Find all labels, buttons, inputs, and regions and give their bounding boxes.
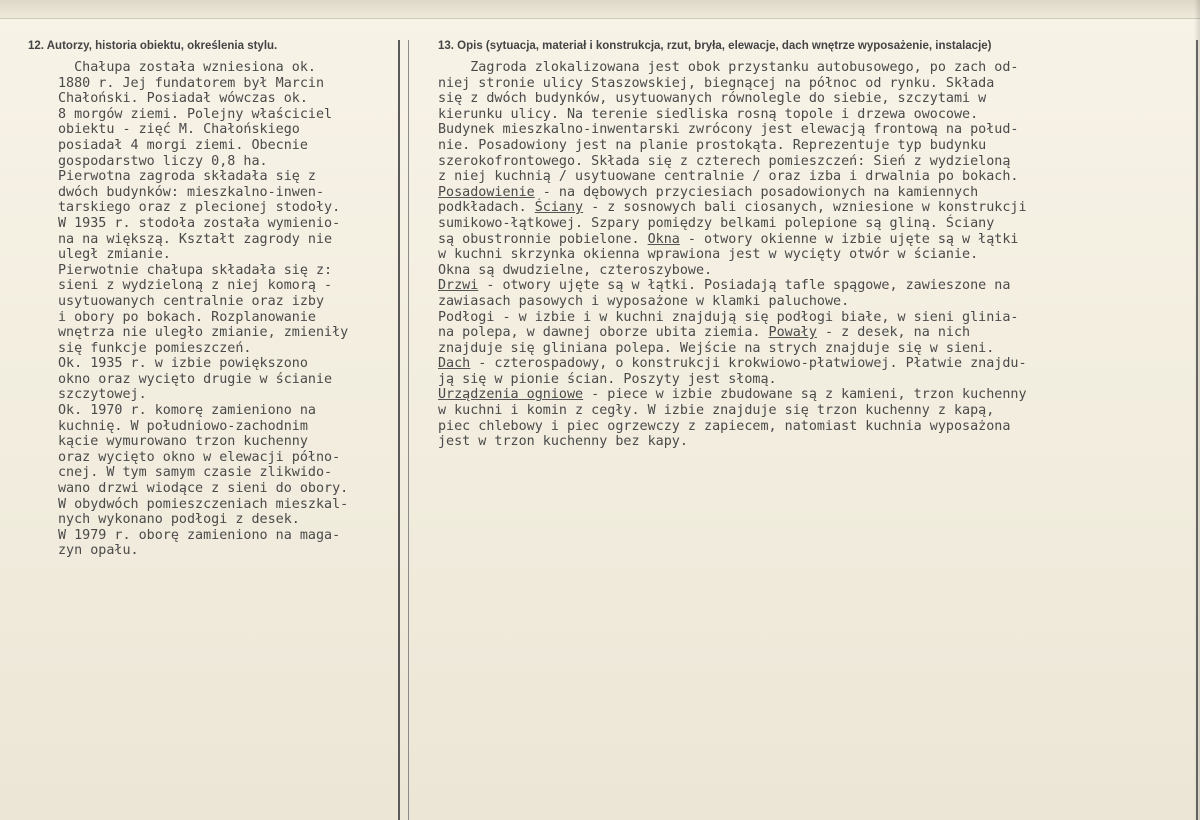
text-line: wnętrza nie uległo zmianie, zmieniły [58,325,349,341]
text-line [438,372,1027,388]
text-line: kącie wymurowano trzon kuchenny [58,434,308,450]
text-line [438,325,1027,341]
text-line: zyn opału. [58,543,139,559]
text-segment: szerokofrontowego. Składa się z czterech pomieszczeń: Sień z wydzieloną [438,153,1011,169]
text-segment: Podłogi - w izbie i w kuchni znajdują się podłogi białe, w sieni glinia- [438,309,1019,325]
column-divider-left [398,40,400,820]
section-13-header: 13. Opis (sytuacja, materiał i konstrukcja, rzut, bryła, elewacje, dach wnętrze wyposażenie, instalacje) [438,40,992,52]
paper-top-edge [0,0,1200,19]
text-line [438,216,1027,232]
text-line: Ok. 1935 r. w izbie powiększono [58,356,308,372]
text-segment: - otwory okienne w izbie ujęte są w łątki [679,231,1019,247]
text-segment: jest w trzon kuchenny bez kapy. [438,434,688,450]
text-line: sieni z wydzieloną z niej komorą - [58,278,333,294]
text-line: W obydwóch pomieszczeniach mieszkal- [58,496,349,512]
text-line [438,107,1027,123]
text-line: Pierwotnie chałupa składała się z: [58,262,333,278]
text-segment: Okna są dwudzielne, czteroszybowe. [438,262,713,278]
text-line [438,247,1027,263]
underlined-term: Dach [438,356,471,372]
text-line: okno oraz wycięto drugie w ścianie [58,371,333,387]
text-segment: - otwory ujęte są w łątki. Posiadają tafle spągowe, zawieszone na [478,278,1011,294]
text-segment: się z dwóch budynków, usytuowanych równolegle do siebie, szczytami w [438,91,987,107]
text-line: dwóch budynków: mieszkalno-inwen- [58,184,325,200]
text-line [438,169,1027,185]
text-line: Pierwotna zagroda składała się z [58,169,316,185]
text-line [438,76,1027,92]
underlined-term: Posadowienie [438,184,535,200]
text-segment: sumikowo-łątkowej. Szpary pomiędzy belkami polepione są gliną. Ściany [438,215,995,231]
text-line [438,341,1027,357]
text-line: oraz wycięto okno w elewacji półno- [58,449,341,465]
text-segment: kierunku ulicy. Na terenie siedliska rosną topole i drzewa owocowe. [438,106,979,122]
text-line [438,200,1027,216]
underlined-term: Urządzenia ogniowe [438,387,584,403]
text-segment: zawiasach pasowych i wyposażone w klamki paluchowe. [438,293,850,309]
text-line: 1880 r. Jej fundatorem był Marcin [58,75,325,91]
text-line [438,403,1027,419]
text-segment: nie. Posadowiony jest na planie prostokąta. Reprezentuje typ budynku [438,137,987,153]
text-segment: Budynek mieszkalno-inwentarski zwrócony jest elewacją frontową na połud- [438,122,1019,138]
text-segment: z niej kuchnią / usytuowane centralnie / oraz izba i drwalnia po bokach. [438,169,1019,185]
text-line: wano drzwi wiodące z sieni do obory. [58,481,349,497]
text-line: gospodarstwo liczy 0,8 ha. [58,153,268,169]
text-line: Ok. 1970 r. komorę zamieniono na [58,403,316,419]
text-segment: podkładach. [438,200,535,216]
text-line [438,122,1027,138]
text-segment: znajduje się gliniana polepa. Wejście na strych znajduje się w sieni. [438,340,995,356]
underlined-term: Drzwi [438,278,479,294]
page-edge-shadow [1194,0,1200,820]
text-line: i obory po bokach. Rozplanowanie [58,309,316,325]
text-line: usytuowanych centralnie oraz izby [58,293,325,309]
text-line [438,185,1027,201]
text-line [438,434,1027,450]
text-segment: na polepa, w dawnej oborze ubita ziemia. [438,325,769,341]
text-line: uległ zmianie. [58,247,171,263]
underlined-term: Okna [647,231,680,247]
text-line: 8 morgów ziemi. Polejny właściciel [58,106,333,122]
text-segment: ją się w pionie ścian. Poszyty jest słomą. [438,371,777,387]
text-line: W 1979 r. oborę zamieniono na maga- [58,527,341,543]
text-line: W 1935 r. stodoła została wymienio- [58,215,341,231]
text-segment: - na dębowych przyciesiach posadowionych na kamiennych [534,184,979,200]
text-line: nych wykonano podłogi z desek. [58,512,300,528]
text-line [438,154,1027,170]
text-segment: Zagroda zlokalizowana jest obok przystanku autobusowego, po zach od- [438,60,1019,75]
text-segment: niej stronie ulicy Staszowskiej, biegnącej na północ od rynku. Składa [438,75,995,91]
section-12-body [58,60,348,559]
section-12-header: 12. Autorzy, historia obiektu, określenia stylu. [28,40,278,52]
text-line [438,263,1027,279]
column-divider-inner [408,40,409,820]
text-segment: - z desek, na nich [816,325,971,341]
text-segment: w kuchni i komin z cegły. W izbie znajduje się trzon kuchenny z kapą, [438,403,995,419]
text-line: tarskiego oraz z plecionej stodoły. [58,200,341,216]
text-line: Chałoński. Posiadał wówczas ok. [58,91,308,107]
text-line: kuchnię. W południowo-zachodnim [58,418,308,434]
text-line: posiadał 4 morgi ziemi. Obecnie [58,137,308,153]
underlined-term: Ściany [534,200,584,216]
text-segment: w kuchni skrzynka okienna wprawiona jest w wycięty otwór w ścianie. [438,247,979,263]
text-line [438,91,1027,107]
text-line [438,419,1027,435]
text-line [438,232,1027,248]
section-13-body [438,60,1027,450]
text-line: się funkcje pomieszczeń. [58,340,252,356]
underlined-term: Powały [768,325,817,341]
text-line [438,387,1027,403]
text-line: cnej. W tym samym czasie zlikwido- [58,465,333,481]
text-line [438,310,1027,326]
text-segment: są obustronnie pobielone. [438,231,648,247]
text-segment: - piece w izbie zbudowane są z kamieni, trzon kuchenny [583,387,1027,403]
text-line [438,138,1027,154]
text-line [438,356,1027,372]
text-line [438,60,1027,76]
text-segment: - czterospadowy, o konstrukcji krokwiowo-płatwiowej. Płatwie znajdu- [470,356,1027,372]
text-line: Chałupa została wzniesiona ok. [58,60,316,75]
text-line [438,294,1027,310]
text-segment: piec chlebowy i piec ogrzewczy z zapiecem, natomiast kuchnia wyposażona [438,418,1011,434]
text-segment: - z sosnowych bali ciosanych, wzniesione w konstrukcji [583,200,1027,216]
text-line [438,278,1027,294]
text-line: na na większą. Kształt zagrody nie [58,231,333,247]
text-line: obiektu - zięć M. Chałońskiego [58,122,300,138]
text-line: szczytowej. [58,387,147,403]
